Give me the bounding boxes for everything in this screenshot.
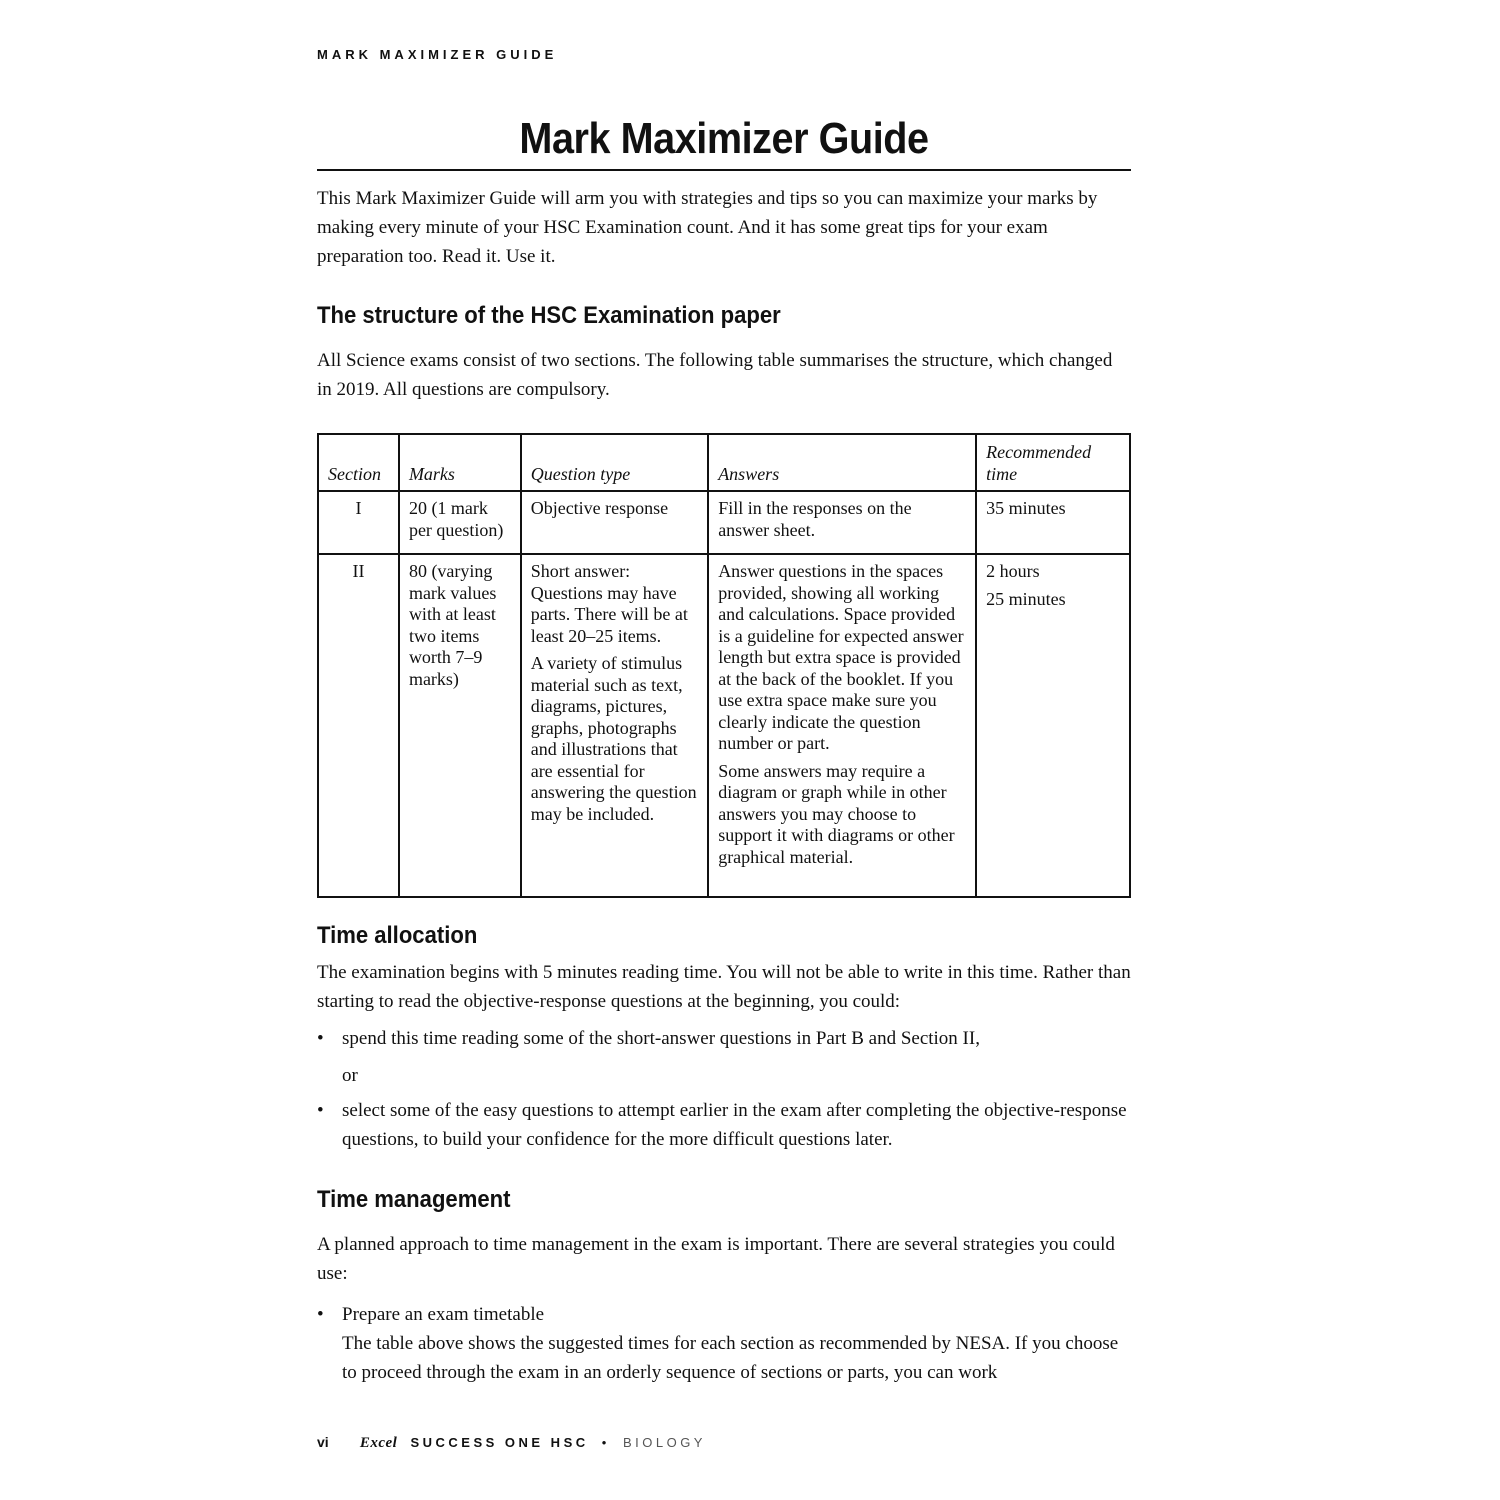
cell-text: 35 minutes	[986, 498, 1066, 518]
cell-section: II	[318, 554, 399, 897]
cell-marks: 80 (varying mark values with at least two items worth 7–9 marks)	[399, 554, 521, 897]
subject-name: BIOLOGY	[622, 1435, 706, 1450]
cell-time	[976, 554, 1130, 897]
cell-marks: 20 (1 mark per question)	[399, 491, 521, 554]
title-underline	[317, 169, 1131, 171]
time-allocation-paragraph: The examination begins with 5 minutes reading time. You will not be able to write in this time. Rather than starting to read the objective-response questions at the beginning, you could:	[317, 962, 1131, 1012]
cell-text: 25 minutes	[986, 588, 1066, 609]
cell-time	[976, 491, 1130, 554]
cell-section: I	[318, 491, 399, 554]
bullet-marker: •	[317, 1100, 324, 1121]
cell-text: Answer questions in the spaces provided, showing all working and calculations. Space provided is a guideline for expected answer length but extra space is provided at the back of the booklet. If you use extra space make sure you clearly indicate the question number or part.	[718, 561, 964, 753]
page-title: Mark Maximizer Guide	[519, 114, 929, 163]
page-footer	[317, 1434, 706, 1452]
table-row	[318, 491, 1130, 554]
series-name: SUCCESS ONE HSC	[410, 1435, 589, 1450]
brand-name: Excel	[359, 1435, 398, 1451]
cell-answers	[708, 554, 976, 897]
page-number: vi	[317, 1434, 329, 1450]
column-header-answers: Answers	[708, 434, 976, 491]
column-header-recommended-time: Recommended time	[976, 434, 1130, 491]
list-item-text: select some of the easy questions to attempt earlier in the exam after completing the objective-response questions, to build your confidence for the more difficult questions later.	[342, 1100, 1127, 1150]
or-connector: or	[342, 1065, 358, 1086]
time-management-paragraph: A planned approach to time management in the exam is important. There are several strategies you could use:	[317, 1234, 1115, 1284]
cell-question-type	[521, 554, 708, 897]
column-header-question-type: Question type	[521, 434, 708, 491]
time-allocation-heading: Time allocation	[317, 922, 478, 949]
cell-text: Fill in the responses on the answer sheet.	[718, 498, 912, 540]
column-header-section: Section	[318, 434, 399, 491]
time-management-heading: Time management	[317, 1186, 511, 1213]
list-item-text: The table above shows the suggested times for each section as recommended by NESA. If you choose to proceed through the exam in an orderly sequence of sections or parts, you can work	[342, 1333, 1119, 1383]
cell-text: Some answers may require a diagram or graph while in other answers you may choose to support it with diagrams or other graphical material.	[718, 760, 955, 867]
structure-paragraph: All Science exams consist of two sections. The following table summarises the structure, which changed in 2019. All questions are compulsory.	[317, 350, 1113, 400]
list-item	[317, 1096, 1131, 1154]
cell-text: Objective response	[530, 498, 669, 518]
list-item	[317, 1024, 1131, 1053]
cell-question-type	[521, 491, 708, 554]
running-head: MARK MAXIMIZER GUIDE	[317, 47, 558, 62]
column-header-marks: Marks	[399, 434, 521, 491]
cell-text: Short answer: Questions may have parts. There will be at least 20–25 items.	[530, 561, 688, 646]
structure-heading: The structure of the HSC Examination paper	[317, 302, 781, 329]
list-item-text: spend this time reading some of the short-answer questions in Part B and Section II,	[342, 1028, 980, 1049]
list-item-title: Prepare an exam timetable	[342, 1304, 545, 1325]
list-item	[317, 1300, 1131, 1387]
table-header-row	[318, 434, 1130, 491]
exam-structure-table	[317, 433, 1131, 898]
cell-answers	[708, 491, 976, 554]
cell-text: 2 hours	[986, 561, 1040, 581]
cell-text: A variety of stimulus material such as text, diagrams, pictures, graphs, photographs and illustrations that are essential for answering the question may be included.	[530, 653, 697, 824]
footer-separator: •	[601, 1435, 610, 1450]
bullet-marker: •	[317, 1028, 324, 1049]
intro-paragraph: This Mark Maximizer Guide will arm you with strategies and tips so you can maximize your marks by making every minute of your HSC Examination count. And it has some great tips for your exam preparation too. Read it. Use it.	[317, 188, 1098, 267]
table-row	[318, 554, 1130, 897]
bullet-marker: •	[317, 1304, 324, 1325]
